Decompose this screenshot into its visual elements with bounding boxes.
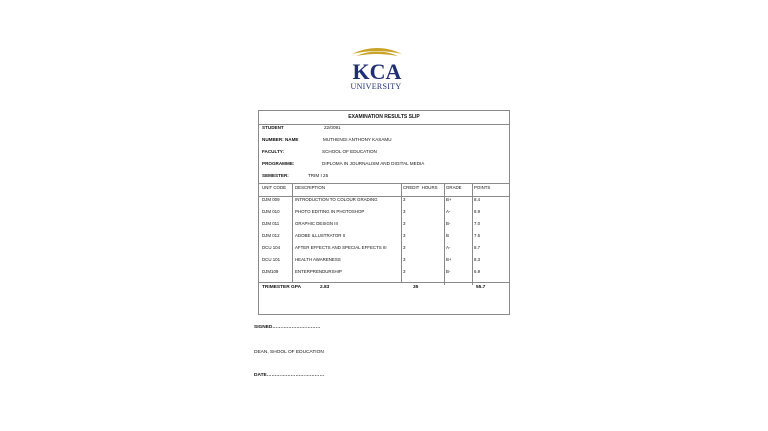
row-unit-code: DJM109 [262, 269, 279, 274]
info-label: FACULTY: [262, 149, 285, 154]
university-logo [346, 44, 408, 96]
column-header-description: DESCRIPTION [295, 185, 326, 190]
row-credit-hours: 3 [403, 269, 406, 274]
row-points: 6.9 [474, 269, 481, 274]
row-credit-hours: 3 [403, 197, 406, 202]
total-points: 55.7 [476, 285, 486, 290]
row-description: INTRODUCTION TO COLOUR GRADING [295, 197, 378, 202]
column-divider [472, 183, 473, 285]
row-points: 8.4 [474, 197, 481, 202]
row-credit-hours: 3 [403, 233, 406, 238]
row-credit-hours: 3 [403, 221, 406, 226]
gpa-value: 2.83 [320, 285, 330, 290]
row-points: 8.7 [474, 245, 481, 250]
column-header-points: POINTS [474, 185, 491, 190]
row-unit-code: DJM 012 [262, 233, 280, 238]
info-value: DIPLOMA IN JOURNALISM AND DIGITAL MEDIA [322, 161, 425, 166]
column-divider [401, 183, 402, 282]
column-divider [292, 183, 293, 282]
info-value: 22/0091 [324, 125, 341, 130]
info-label: NUMBER: NAME [262, 137, 299, 142]
row-description: PHOTO EDITING IN PHOTOSHOP [295, 209, 365, 214]
row-description: ENTERPRENDURSHIP [295, 269, 342, 274]
row-points: 8.3 [474, 257, 481, 262]
row-grade: A- [446, 245, 451, 250]
row-unit-code: DJM 010 [262, 209, 280, 214]
info-label: STUDENT [262, 125, 284, 130]
row-credit-hours: 3 [403, 245, 406, 250]
logo-letters: KCA [352, 59, 402, 84]
info-label: PROGRAMME: [262, 161, 295, 166]
signed-line: SIGNED………………………… [254, 325, 321, 330]
info-value: TRIM I 25 [308, 173, 329, 178]
row-description: GRAPHIC DESIGN III [295, 221, 338, 226]
column-header-credit-hours: CREDIT HOURS [403, 185, 438, 190]
row-credit-hours: 3 [403, 209, 406, 214]
row-description: AFTER EFFECTS AND SPECIAL EFFECTS III [295, 245, 387, 250]
gpa-label: TRIMESTER GPA [262, 285, 302, 290]
row-unit-code: DCU 104 [262, 245, 281, 250]
row-grade: B+ [446, 257, 452, 262]
row-grade: B- [446, 269, 451, 274]
kca-emblem-icon [346, 44, 408, 84]
row-points: 7.5 [474, 233, 481, 238]
column-header-grade: GRADE [446, 185, 462, 190]
row-unit-code: DJM 009 [262, 197, 280, 202]
info-value: MUTHENGI ANTHONY KASAMU [323, 137, 392, 142]
row-description: HEALTH AWARENESS [295, 257, 341, 262]
row-grade: B+ [446, 197, 452, 202]
total-credits: 35 [413, 285, 419, 290]
row-points: 7.0 [474, 221, 481, 226]
logo-university-text: UNIVERSITY [350, 82, 402, 91]
column-header-unit-code: UNIT CODE [262, 185, 287, 190]
info-value: SCHOOL OF EDUCATION [322, 149, 377, 154]
dean-title: DEAN, SHOOL OF EDUCATION [254, 350, 324, 355]
column-divider [444, 183, 445, 285]
row-unit-code: DJM 011 [262, 221, 280, 226]
date-line: DATE……………………………… [254, 373, 325, 378]
row-grade: A- [446, 209, 451, 214]
row-grade: B [446, 233, 449, 238]
row-points: 8.9 [474, 209, 481, 214]
info-label: SEMESTER: [262, 173, 289, 178]
slip-title: EXAMINATION RESULTS SLIP [259, 111, 509, 125]
row-grade: B- [446, 221, 451, 226]
row-unit-code: DCU 101 [262, 257, 281, 262]
results-slip [258, 110, 510, 315]
row-description: ADOBE ILLUSTRATOR II [295, 233, 346, 238]
row-credit-hours: 3 [403, 257, 406, 262]
